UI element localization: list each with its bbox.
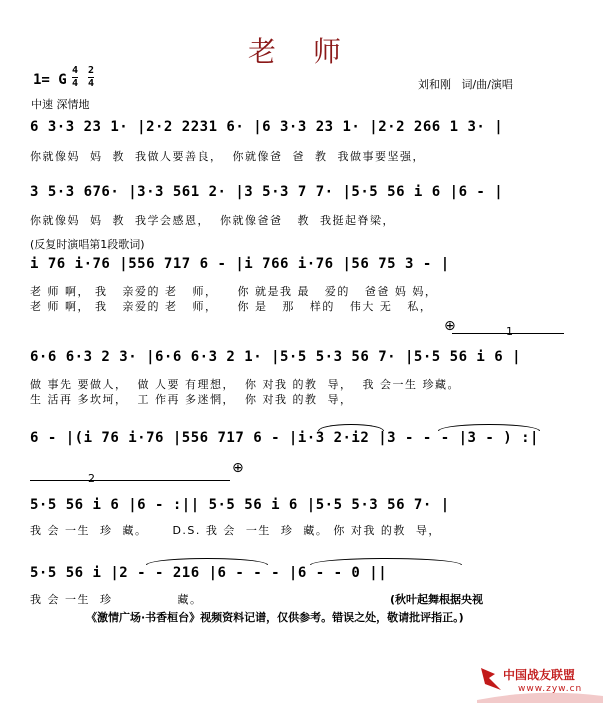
time-signature-b: 2 4: [88, 65, 95, 89]
watermark-url: www.zyw.cn: [518, 684, 583, 694]
repeat-instruction: (反复时演唱第1段歌词): [30, 238, 145, 251]
coda-sign-2: ⊕: [232, 460, 244, 476]
tie-arc: [318, 424, 384, 431]
lyrics-row-6: 我 会 一生 珍 藏。 D.S. 我 会 一生 珍 藏。 你 对我 的教 导，: [30, 524, 441, 537]
lyrics-row-3b: 老 师 啊， 我 亲爱的 老 师， 你 是 那 样的 伟大 无 私，: [30, 300, 433, 313]
song-title: 老 师: [248, 35, 355, 68]
lyrics-row-1: 你就像妈 妈 教 我做人要善良， 你就像爸 爸 教 我做事要坚强，: [30, 150, 425, 163]
lyrics-row-2: 你就像妈 妈 教 我学会感恩， 你就像爸爸 教 我挺起脊梁，: [30, 214, 395, 227]
notation-row-7: 5·5 56 i |2 - - 216 |6 - - - |6 - - 0 ||: [30, 565, 388, 581]
key-signature: 1= G: [33, 72, 67, 88]
credits: 刘和刚 词/曲/演唱: [418, 78, 513, 91]
coda-sign-1: ⊕: [444, 318, 456, 334]
footer-note: 《激情广场·书香桓台》视频资料记谱，仅供参考。错误之处，敬请批评指正。): [86, 611, 464, 624]
lyrics-row-4a: 做 事先 要做人， 做 人要 有理想， 你 对我 的教 导， 我 会一生 珍藏。: [30, 378, 460, 391]
notation-row-2: 3 5·3 676· |3·3 561 2· |3 5·3 7 7· |5·5 56 i 6 |6 - |: [30, 184, 504, 200]
watermark-name: 中国战友联盟: [503, 668, 576, 682]
tie-arc: [146, 558, 268, 565]
tie-arc: [310, 558, 462, 565]
notation-row-1: 6 3·3 23 1· |2·2 2231 6· |6 3·3 23 1· |2·2 266 1 3· |: [30, 119, 504, 135]
lyrics-row-3a: 老 师 啊， 我 亲爱的 老 师， 你 就是我 最 爱的 爸爸 妈 妈，: [30, 285, 438, 298]
notation-row-6: 5·5 56 i 6 |6 - :|| 5·5 56 i 6 |5·5 5·3 56 7· |: [30, 497, 450, 513]
time-signature-a: 4 4: [72, 65, 79, 89]
notation-row-3: i 76 i·76 |556 717 6 - |i 766 i·76 |56 75 3 - |: [30, 256, 450, 272]
ribbon-shape: [477, 693, 603, 703]
lyrics-row-4b: 生 活再 多坎坷， 工 作再 多迷惘， 你 对我 的教 导，: [30, 393, 353, 406]
volta-label-2: 2: [88, 472, 95, 485]
attribution: (秋叶起舞根据央视: [390, 593, 484, 606]
tie-arc: [438, 424, 540, 431]
lyrics-row-7: 我 会 一生 珍 藏。: [30, 593, 203, 606]
notation-row-4: 6·6 6·3 2 3· |6·6 6·3 2 1· |5·5 5·3 56 7· |5·5 56 i 6 |: [30, 349, 522, 365]
volta-label-1: 1: [506, 325, 513, 338]
star-icon: [481, 668, 501, 690]
tempo-marking: 中速 深情地: [31, 98, 90, 111]
notation-row-5: 6 - |(i 76 i·76 |556 717 6 - |i·3 2·i2 |3 - - - |3 - ) :|: [30, 430, 539, 446]
volta-bracket-2: [30, 480, 230, 481]
